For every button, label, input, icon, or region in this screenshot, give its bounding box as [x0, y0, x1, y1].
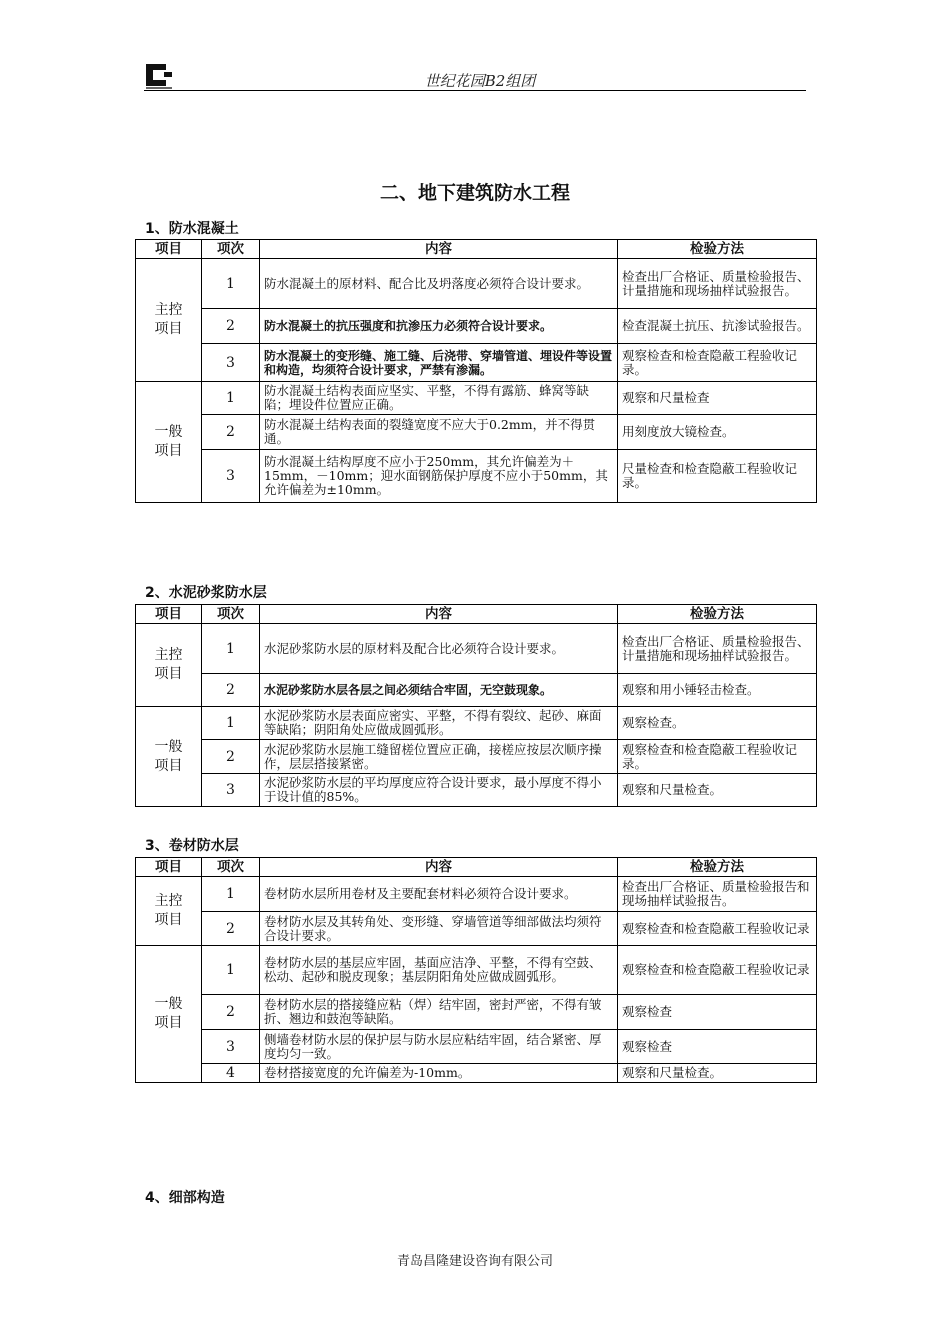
item-content: 水泥砂浆防水层各层之间必须结合牢固，无空鼓现象。 — [260, 674, 618, 707]
item-content: 水泥砂浆防水层施工缝留槎位置应正确，接槎应按层次顺序操作，层层搭接紧密。 — [260, 740, 618, 774]
item-content: 防水混凝土结构表面的裂缝宽度不应大于0.2mm，并不得贯通。 — [260, 415, 618, 450]
item-method: 观察检查和检查隐蔽工程验收记录。 — [618, 740, 817, 774]
item-method: 观察和尺量检查 — [618, 382, 817, 415]
item-method: 检查出厂合格证、质量检验报告、计量措施和现场抽样试验报告。 — [618, 259, 817, 309]
header-title: 世纪花园B2组团 — [424, 72, 536, 90]
item-number: 3 — [202, 774, 260, 807]
col-header-number: 项次 — [202, 605, 260, 624]
inspection-table-mortar — [135, 604, 817, 807]
item-method: 观察和尺量检查。 — [618, 774, 817, 807]
col-header-category: 项目 — [136, 240, 202, 259]
item-number: 4 — [202, 1064, 260, 1083]
header-divider — [144, 90, 806, 91]
table-row — [136, 259, 817, 309]
table-row — [136, 877, 817, 912]
item-content: 侧墙卷材防水层的保护层与防水层应粘结牢固，结合紧密、厚度均匀一致。 — [260, 1030, 618, 1064]
item-method: 检查出厂合格证、质量检验报告和现场抽样试验报告。 — [618, 877, 817, 912]
item-content: 防水混凝土的抗压强度和抗渗压力必须符合设计要求。 — [260, 309, 618, 344]
col-header-number: 项次 — [202, 240, 260, 259]
category-main-control: 主控 项目 — [136, 624, 202, 707]
table-row — [136, 382, 817, 415]
inspection-table-membrane — [135, 857, 817, 1083]
item-number: 1 — [202, 946, 260, 995]
category-general: 一般 项目 — [136, 946, 202, 1083]
table-row — [136, 344, 817, 382]
table-row — [136, 309, 817, 344]
table-row — [136, 415, 817, 450]
item-number: 1 — [202, 259, 260, 309]
category-main-control: 主控 项目 — [136, 259, 202, 382]
item-content: 防水混凝土结构厚度不应小于250mm，其允许偏差为＋15mm，－10mm；迎水面钢筋保护厚度不应小于50mm，其允许偏差为±10mm。 — [260, 450, 618, 503]
item-content: 卷材防水层的搭接缝应粘（焊）结牢固，密封严密，不得有皱折、翘边和鼓泡等缺陷。 — [260, 995, 618, 1030]
item-number: 1 — [202, 707, 260, 740]
item-method: 观察检查 — [618, 995, 817, 1030]
item-method: 用刻度放大镜检查。 — [618, 415, 817, 450]
item-content: 水泥砂浆防水层的原材料及配合比必须符合设计要求。 — [260, 624, 618, 674]
item-content: 防水混凝土结构表面应坚实、平整，不得有露筋、蜂窝等缺陷；埋设件位置应正确。 — [260, 382, 618, 415]
item-number: 1 — [202, 877, 260, 912]
category-general: 一般 项目 — [136, 707, 202, 807]
item-method: 检查混凝土抗压、抗渗试验报告。 — [618, 309, 817, 344]
table-row — [136, 624, 817, 674]
item-number: 3 — [202, 1030, 260, 1064]
item-method: 观察和用小锤轻击检查。 — [618, 674, 817, 707]
item-number: 2 — [202, 674, 260, 707]
table-row — [136, 450, 817, 503]
document-title: 二、地下建筑防水工程 — [379, 182, 570, 204]
table-row — [136, 1064, 817, 1083]
item-method: 尺量检查和检查隐蔽工程验收记录。 — [618, 450, 817, 503]
col-header-method: 检验方法 — [618, 240, 817, 259]
col-header-number: 项次 — [202, 858, 260, 877]
table-row — [136, 1030, 817, 1064]
item-number: 2 — [202, 740, 260, 774]
section-heading: 3、卷材防水层 — [145, 838, 239, 854]
item-method: 观察检查 — [618, 1030, 817, 1064]
col-header-content: 内容 — [260, 858, 618, 877]
table-row — [136, 946, 817, 995]
table-row — [136, 774, 817, 807]
table-row — [136, 674, 817, 707]
category-main-control: 主控 项目 — [136, 877, 202, 946]
item-method: 观察检查和检查隐蔽工程验收记录。 — [618, 344, 817, 382]
table-row — [136, 912, 817, 946]
table-row — [136, 707, 817, 740]
item-content: 防水混凝土的原材料、配合比及坍落度必须符合设计要求。 — [260, 259, 618, 309]
item-method: 观察检查和检查隐蔽工程验收记录 — [618, 912, 817, 946]
section-heading: 2、水泥砂浆防水层 — [145, 585, 267, 601]
item-number: 2 — [202, 995, 260, 1030]
table-row — [136, 995, 817, 1030]
item-content: 水泥砂浆防水层表面应密实、平整，不得有裂纹、起砂、麻面等缺陷；阴阳角处应做成圆弧形。 — [260, 707, 618, 740]
col-header-content: 内容 — [260, 605, 618, 624]
item-content: 卷材防水层的基层应牢固，基面应洁净、平整，不得有空鼓、松动、起砂和脱皮现象；基层阴阳角处应做成圆弧形。 — [260, 946, 618, 995]
col-header-method: 检验方法 — [618, 605, 817, 624]
item-method: 观察和尺量检查。 — [618, 1064, 817, 1083]
item-method: 观察检查和检查隐蔽工程验收记录 — [618, 946, 817, 995]
section-heading: 4、细部构造 — [145, 1190, 225, 1206]
col-header-content: 内容 — [260, 240, 618, 259]
company-logo-icon — [144, 62, 174, 90]
item-number: 2 — [202, 309, 260, 344]
item-number: 2 — [202, 415, 260, 450]
item-content: 卷材搭接宽度的允许偏差为-10mm。 — [260, 1064, 618, 1083]
table-header-row — [136, 240, 817, 259]
item-method: 观察检查。 — [618, 707, 817, 740]
item-content: 卷材防水层及其转角处、变形缝、穿墙管道等细部做法均须符合设计要求。 — [260, 912, 618, 946]
table-header-row — [136, 858, 817, 877]
inspection-table-concrete — [135, 239, 817, 503]
item-method: 检查出厂合格证、质量检验报告、计量措施和现场抽样试验报告。 — [618, 624, 817, 674]
item-number: 3 — [202, 344, 260, 382]
table-row — [136, 740, 817, 774]
table-header-row — [136, 605, 817, 624]
item-content: 卷材防水层所用卷材及主要配套材料必须符合设计要求。 — [260, 877, 618, 912]
item-number: 2 — [202, 912, 260, 946]
col-header-category: 项目 — [136, 858, 202, 877]
section-heading: 1、防水混凝土 — [145, 221, 239, 237]
item-content: 防水混凝土的变形缝、施工缝、后浇带、穿墙管道、埋设件等设置和构造，均须符合设计要求，严禁有渗漏。 — [260, 344, 618, 382]
item-number: 1 — [202, 382, 260, 415]
col-header-method: 检验方法 — [618, 858, 817, 877]
item-number: 3 — [202, 450, 260, 503]
item-number: 1 — [202, 624, 260, 674]
col-header-category: 项目 — [136, 605, 202, 624]
item-content: 水泥砂浆防水层的平均厚度应符合设计要求，最小厚度不得小于设计值的85%。 — [260, 774, 618, 807]
category-general: 一般 项目 — [136, 382, 202, 503]
footer-company: 青岛昌隆建设咨询有限公司 — [396, 1254, 553, 1269]
